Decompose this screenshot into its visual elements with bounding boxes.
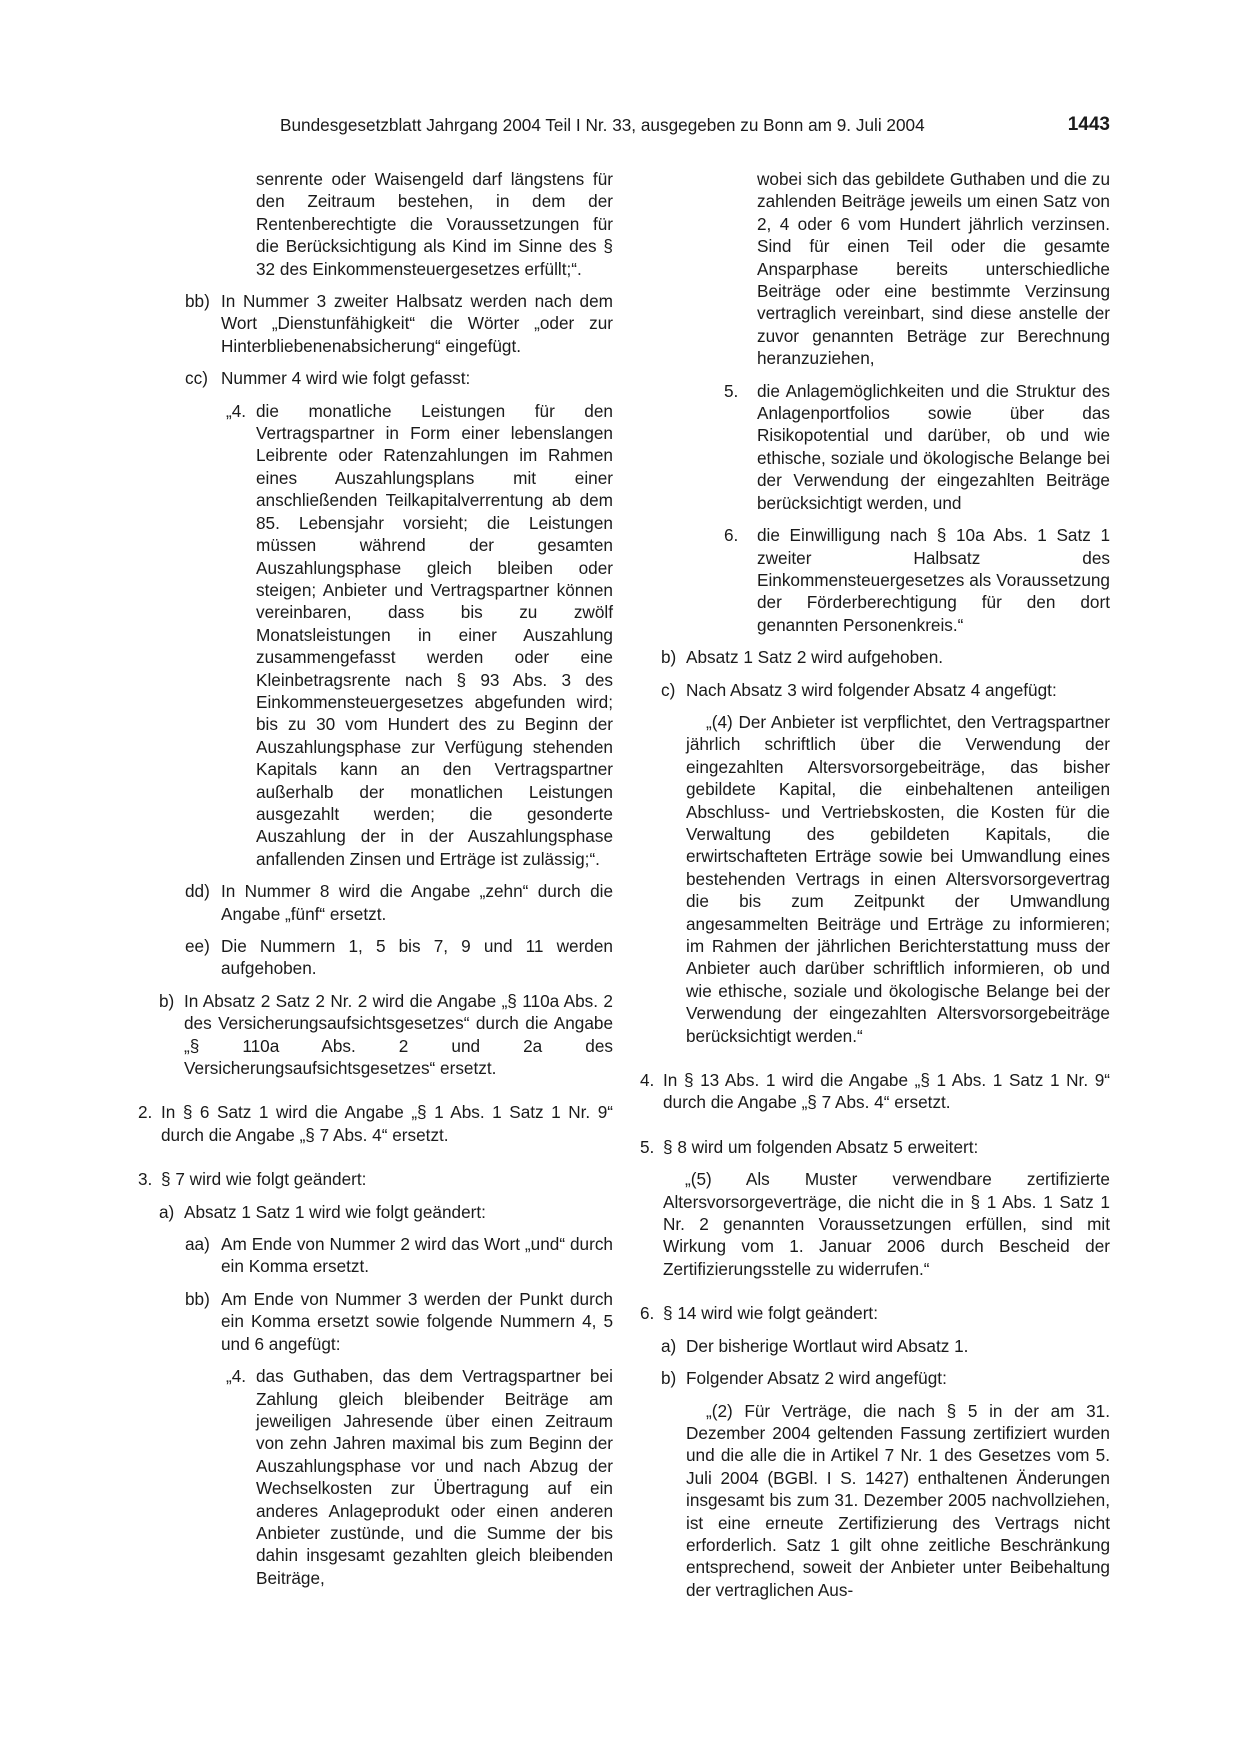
right-column	[630, 168, 1110, 1601]
item-marker: „4.	[226, 1366, 247, 1387]
item-text: In § 6 Satz 1 wird die Angabe „§ 1 Abs. 1 Satz 1 Nr. 9“ durch die Angabe „§ 7 Abs. 4“ ersetzt.	[161, 1102, 613, 1145]
item-cc-4	[226, 400, 613, 871]
item-marker: bb)	[185, 1288, 210, 1309]
page-number: 1443	[1067, 114, 1110, 135]
item-text: § 7 wird wie folgt geändert:	[161, 1169, 367, 1190]
item-text: § 8 wird um folgenden Absatz 5 erweitert:	[663, 1136, 979, 1157]
item-c	[661, 679, 1110, 701]
item-3	[138, 1168, 613, 1190]
item-marker: ee)	[185, 936, 210, 956]
item-marker: „4.	[226, 400, 247, 421]
item-bb-2	[185, 1288, 613, 1355]
item-text: In Nummer 3 zweiter Halbsatz werden nach dem Wort „Dienstunfähigkeit“ die Wörter „oder zur Hinterbliebenenabsicherung“ eingefügt.	[221, 291, 613, 356]
item-marker: a)	[159, 1201, 175, 1222]
item-marker: bb)	[185, 291, 210, 312]
item-text: Absatz 1 Satz 1 wird wie folgt geändert:	[184, 1201, 486, 1222]
item-text: Die Nummern 1, 5 bis 7, 9 und 11 werden aufgehoben.	[221, 936, 613, 979]
item-text: die Anlagemöglichkeiten und die Struktur des Anlagenportfolios sowie über das Risikopotential und darüber, ob und wie ethische, soziale und ökologische Belange bei der Verwendung der eingezahlten Beiträge berücksichtigt werden, und	[757, 380, 1110, 513]
item-bb-4	[226, 1365, 613, 1589]
item-4	[640, 1069, 1110, 1114]
item-marker: 2.	[138, 1102, 153, 1123]
item-marker: b)	[661, 647, 677, 668]
item-marker: aa)	[185, 1234, 210, 1255]
item-text: Am Ende von Nummer 3 werden der Punkt durch ein Komma ersetzt sowie folgende Nummern 4, 5 und 6 angefügt:	[221, 1288, 613, 1354]
item-text: In § 13 Abs. 1 wird die Angabe „§ 1 Abs. 1 Satz 1 Nr. 9“ durch die Angabe „§ 7 Abs. 4“ ersetzt.	[663, 1070, 1110, 1113]
item-text: Absatz 1 Satz 2 wird aufgehoben.	[686, 647, 944, 668]
quoted-paragraph-4: „(4) Der Anbieter ist verpflichtet, den Vertragspartner jährlich schriftlich über die Verwendung der eingezahlten Altersvorsorgebeiträge, das bisher gebildete Kapital, die einbehaltenen anteiligen Abschluss- und Vertriebskosten, die Kosten für die Verwaltung des gebildeten Kapitals, die erwirtschafteten Erträge sowie bei Umwandlung eines bestehenden Vertrags in einen Altersvorsorgevertrag die bis zum Zeitpunkt der Umwandlung angesammelten Beiträge und Erträge zu informieren; im Rahmen der jährlichen Berichterstattung muss der Anbieter auch darüber schriftlich informieren, ob und wie ethische, soziale und ökologische Belange bei der Verwendung der eingezahlten Altersvorsorgebeiträge berücksichtigt werden.“	[686, 711, 1110, 1046]
item-6b	[661, 1367, 1110, 1389]
item-marker: 6.	[640, 1303, 655, 1324]
item-dd	[185, 880, 613, 925]
item-marker: b)	[159, 990, 175, 1011]
item-text: das Guthaben, das dem Vertragspartner bei Zahlung gleich bleibender Beiträge am jeweiligen Jahresende über einen Zeitraum von zehn Jahren maximal bis zum Beginn der Auszahlungsphase vor und nach Abzug der Wechselkosten zur Übertragung auf ein anderes Anlageprodukt oder einen anderen Anbieter zustünde, und die Summe der bis dahin insgesamt gezahlten gleich bleibenden Beiträge,	[256, 1366, 613, 1588]
item-text: § 14 wird wie folgt geändert:	[663, 1303, 878, 1324]
item-marker: dd)	[185, 881, 210, 902]
item-marker: 5.	[724, 380, 739, 401]
item-text: Nach Absatz 3 wird folgender Absatz 4 angefügt:	[686, 679, 1057, 700]
item-marker: 3.	[138, 1169, 153, 1190]
item-marker: b)	[661, 1368, 677, 1389]
item-text: Folgender Absatz 2 wird angefügt:	[686, 1368, 947, 1389]
item-text: die Einwilligung nach § 10a Abs. 1 Satz 1 zweiter Halbsatz des Einkommensteuergesetzes als Voraussetzung der Förderberechtigung für den dort genannten Personenkreis.“	[757, 525, 1110, 635]
item-text: In Absatz 2 Satz 2 Nr. 2 wird die Angabe „§ 110a Abs. 2 des Versicherungsaufsichtsgesetzes“ durch die Angabe „§ 110a Abs. 2 und 2a des Versicherungsaufsichtsgesetzes“ ersetzt.	[184, 990, 613, 1079]
quoted-paragraph-5: „(5) Als Muster verwendbare zertifizierte Altersvorsorgeverträge, die nicht die in § 1 Abs. 1 Satz 1 Nr. 2 genannten Voraussetzungen erfüllen, sind mit Wirkung vom 1. Januar 2006 durch Bescheid der Zertifizierungsstelle zu widerrufen.“	[663, 1169, 1110, 1279]
item-2	[138, 1101, 613, 1146]
item-b	[159, 990, 613, 1080]
item-cc	[185, 367, 613, 389]
continuation-paragraph: senrente oder Waisengeld darf längstens für den Zeitraum bestehen, in dem der Rentenberechtigte die Voraussetzungen für die Berücksichtigung als Kind im Sinne des § 32 des Einkommensteuergesetzes erfüllt;“.	[256, 169, 613, 279]
item-6a	[661, 1335, 1110, 1357]
item-marker: 6.	[724, 525, 739, 546]
left-column	[128, 168, 613, 1589]
item-marker: a)	[661, 1335, 677, 1356]
item-aa	[185, 1233, 613, 1278]
item-ee	[185, 935, 613, 980]
page-header	[280, 111, 1110, 139]
item-b	[661, 646, 1110, 668]
item-3a	[159, 1201, 613, 1223]
item-text: In Nummer 8 wird die Angabe „zehn“ durch die Angabe „fünf“ ersetzt.	[221, 881, 613, 924]
item-5-section	[640, 1136, 1110, 1158]
item-text: Nummer 4 wird wie folgt gefasst:	[221, 368, 471, 389]
item-6	[724, 524, 1110, 636]
item-marker: 5.	[640, 1136, 655, 1157]
item-6-section	[640, 1302, 1110, 1324]
item-text: Der bisherige Wortlaut wird Absatz 1.	[686, 1335, 969, 1356]
quoted-paragraph-2: „(2) Für Verträge, die nach § 5 in der am 31. Dezember 2004 geltenden Fassung zertifiziert wurden und die alle die in Artikel 7 Nr. 1 des Gesetzes vom 5. Juli 2004 (BGBl. I S. 1427) enthaltenen Änderungen insgesamt bis zum 31. Dezember 2005 nachvollziehen, ist eine erneute Zertifizierung des Vertrags nicht erforderlich. Satz 1 gilt ohne zeitliche Beschränkung entsprechend, soweit der Anbieter unter Beibehaltung der vertraglichen Aus-	[686, 1400, 1110, 1600]
item-marker: c)	[661, 679, 676, 700]
item-bb-1	[185, 290, 613, 357]
continuation-paragraph: wobei sich das gebildete Guthaben und die zu zahlenden Beiträge jeweils um einen Satz von 2, 4 oder 6 vom Hundert jährlich verzinsen. Sind für einen Teil oder die gesamte Ansparphase bereits unterschiedliche Beiträge oder eine bestimmte Verzinsung vertraglich vereinbart, sind diese anstelle der zuvor genannten Beträge zur Berechnung heranzuziehen,	[757, 169, 1110, 369]
item-text: die monatliche Leistungen für den Vertragspartner in Form einer lebenslangen Leibrente oder Ratenzahlungen im Rahmen eines Auszahlungsplans mit einer anschließenden Teilkapitalverrentung ab dem 85. Lebensjahr vorsieht; die Leistungen müssen während der gesamten Auszahlungsphase gleich bleiben oder steigen; Anbieter und Vertragspartner können vereinbaren, dass bis zu zwölf Monatsleistungen in einer Auszahlung zusammengefasst werden oder eine Kleinbetragsrente nach § 93 Abs. 3 des Einkommensteuergesetzes abgefunden wird; bis zu 30 vom Hundert des zu Beginn der Auszahlungsphase zur Verfügung stehenden Kapitals kann an den Vertragspartner außerhalb der monatlichen Leistungen ausgezahlt werden; die gesonderte Auszahlung der in der Auszahlungsphase anfallenden Zinsen und Erträge ist zulässig;“.	[256, 400, 613, 869]
item-5	[724, 380, 1110, 514]
item-text: Am Ende von Nummer 2 wird das Wort „und“ durch ein Komma ersetzt.	[221, 1234, 613, 1277]
item-marker: 4.	[640, 1070, 655, 1091]
header-title: Bundesgesetzblatt Jahrgang 2004 Teil I Nr. 33, ausgegeben zu Bonn am 9. Juli 2004	[280, 115, 925, 135]
item-marker: cc)	[185, 368, 208, 389]
